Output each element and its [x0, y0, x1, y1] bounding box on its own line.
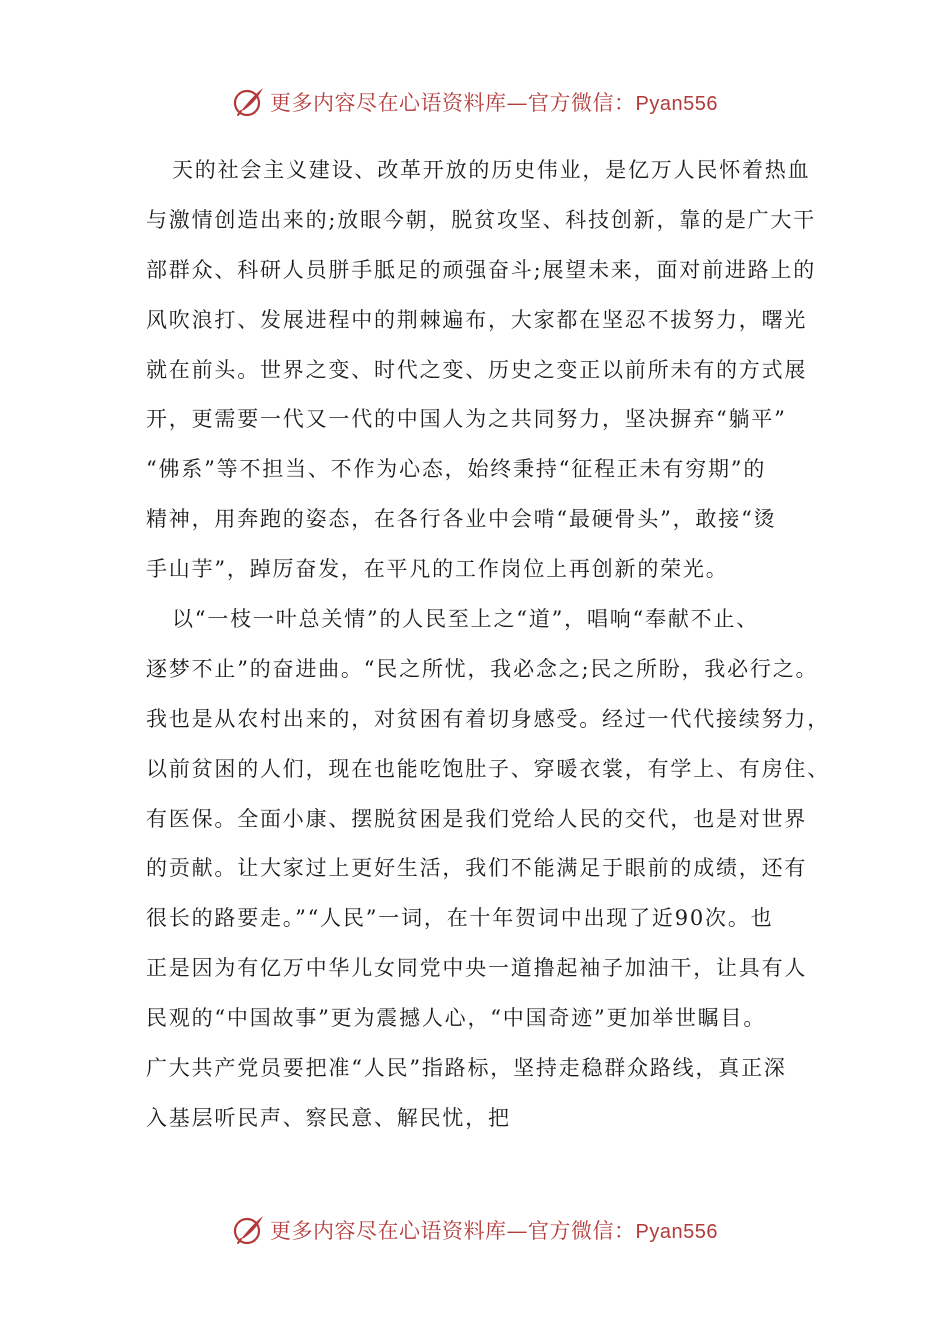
paragraph	[146, 146, 836, 595]
text-line: 部群众、科研人员胼手胝足的顽强奋斗;展望未来，面对前进路上的	[146, 257, 817, 282]
quill-pen-circle-icon	[232, 85, 266, 119]
text-line: 就在前头。世界之变、时代之变、历史之变正以前所未有的方式展	[146, 357, 808, 382]
text-line: 我也是从农村出来的，对贫困有着切身感受。经过一代代接续努力，	[146, 706, 830, 731]
paragraph	[146, 595, 836, 1144]
quill-pen-circle-icon	[232, 1213, 266, 1247]
text-line: 正是因为有亿万中华儿女同党中央一道撸起袖子加油干，让具有人	[146, 956, 808, 981]
document-body	[146, 146, 836, 1144]
text-line: 入基层听民声、察民意、解民忧，把	[146, 1105, 511, 1130]
wechat-id: Pyan556	[635, 1221, 718, 1243]
text-line: 以前贫困的人们，现在也能吃饱肚子、穿暖衣裳，有学上、有房住、	[146, 756, 830, 781]
text-line: 手山芋”，踔厉奋发，在平凡的工作岗位上再创新的荣光。	[146, 557, 729, 582]
text-line: 有医保。全面小康、摆脱贫困是我们党给人民的交代，也是对世界	[146, 806, 808, 831]
text-line: 以“一枝一叶总关情”的人民至上之“道”，唱响“奉献不止、	[172, 607, 760, 632]
text-line: 开，更需要一代又一代的中国人为之共同努力，坚决摒弃“躺平”	[146, 407, 787, 432]
text-line: 天的社会主义建设、改革开放的历史伟业，是亿万人民怀着热血	[172, 158, 811, 182]
banner-text	[270, 87, 718, 117]
text-line: 逐梦不止”的奋进曲。“民之所忧，我必念之;民之所盼，我必行之。	[146, 656, 819, 681]
text-line: “佛系”等不担当、不作为心态，始终秉持“征程正未有穷期”的	[146, 457, 767, 482]
text-line: 风吹浪打、发展进程中的荆棘遍布，大家都在坚忍不拔努力，曙光	[146, 307, 808, 332]
header-banner	[0, 82, 950, 122]
text-line: 民观的“中国故事”更为震撼人心，“中国奇迹”更加举世瞩目。	[146, 1006, 767, 1031]
banner-text	[270, 1215, 718, 1245]
text-line: 与激情创造出来的;放眼今朝，脱贫攻坚、科技创新，靠的是广大干	[146, 207, 817, 232]
banner-label: 更多内容尽在心语资料库—官方微信：	[270, 1219, 636, 1243]
text-line: 的贡献。让大家过上更好生活，我们不能满足于眼前的成绩，还有	[146, 856, 808, 881]
wechat-id: Pyan556	[635, 93, 718, 115]
text-line: 广大共产党员要把准“人民”指路标，坚持走稳群众路线，真正深	[146, 1056, 787, 1081]
text-line: 精神，用奔跑的姿态，在各行各业中会啃“最硬骨头”，敢接“烫	[146, 507, 777, 532]
footer-banner	[0, 1210, 950, 1250]
banner-label: 更多内容尽在心语资料库—官方微信：	[270, 91, 636, 115]
text-line: 很长的路要走。”“人民”一词，在十年贺词中出现了近90次。也	[146, 906, 774, 931]
